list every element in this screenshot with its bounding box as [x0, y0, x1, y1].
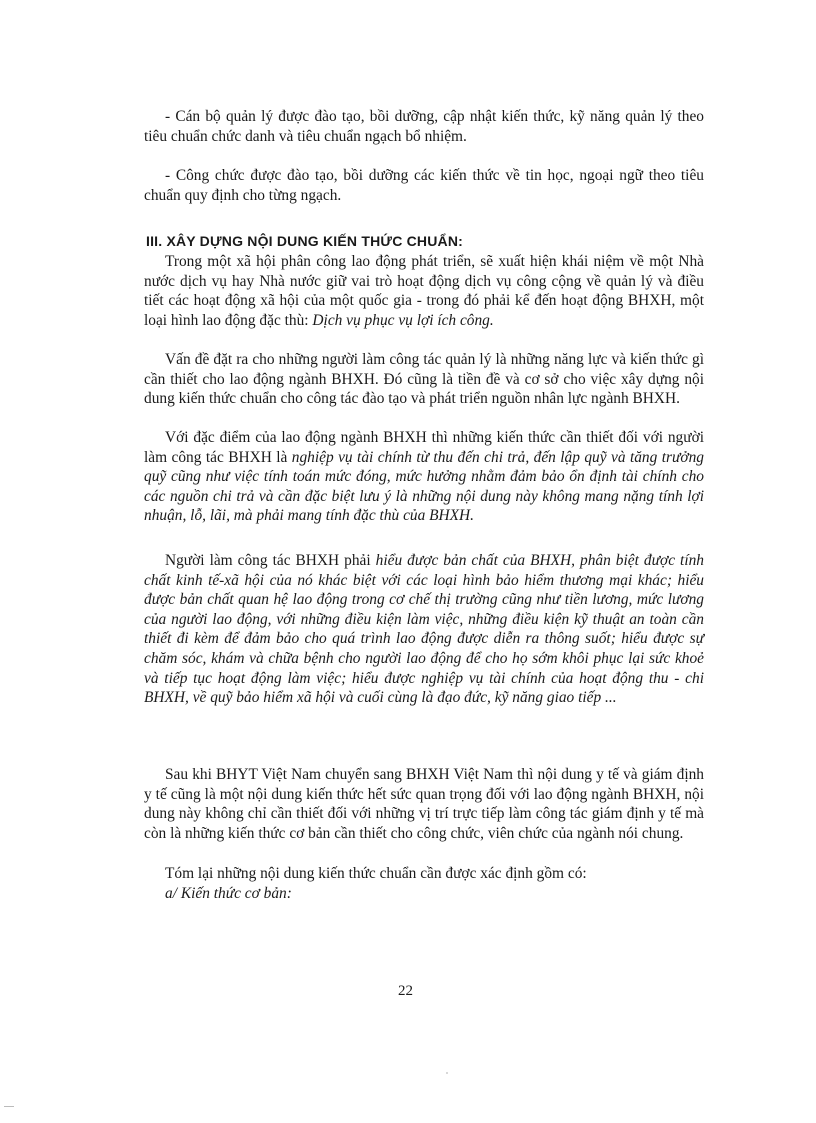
- paragraph-text: Vấn đề đặt ra cho những người làm công tác quản lý là những năng lực và kiến thức gì cần thiết cho lao động ngành BHXH. Đó cũng là tiền đề và cơ sở cho việc xây dựng nội dung kiến thức chuẩn cho công tác đào tạo và phát triển nguồn nhân lực ngành BHXH.: [144, 351, 704, 408]
- subheading-text: a/ Kiến thức cơ bản:: [165, 885, 292, 902]
- paragraph-summary: [144, 864, 704, 884]
- paragraph-management-capability: [144, 350, 704, 409]
- paragraph-text: - Công chức được đào tạo, bồi dưỡng các kiến thức về tin học, ngoại ngữ theo tiêu chuẩn quy định cho từng ngạch.: [144, 167, 704, 204]
- paragraph-manager-training: [144, 107, 704, 146]
- paragraph-medical-assessment: [144, 765, 704, 843]
- subheading-basic-knowledge: [144, 884, 704, 904]
- paragraph-civil-servant-training: [144, 166, 704, 205]
- paragraph-service-state: [144, 252, 704, 330]
- section-heading: III. XÂY DỰNG NỘI DUNG KIẾN THỨC CHUẨN:: [146, 233, 464, 249]
- paragraph-required-knowledge: [144, 428, 704, 526]
- paragraph-text: Với đặc điểm của lao động ngành BHXH thì những kiến thức cần thiết đối với người làm công tác BHXH là: [144, 429, 704, 466]
- paragraph-emphasis: Dịch vụ phục vụ lợi ích công.: [312, 311, 494, 329]
- paragraph-emphasis: nghiệp vụ tài chính từ thu đến chi trả, đến lập quỹ và tăng trưởng quỹ cũng như việc tính toán mức đóng, mức hưởng nhằm đảm bảo ổn định tài chính cho các nguồn chi trả và cần đặc biệt lưu ý là những nội dung này không mang nặng tính lợi nhuận, lỗ, lãi, mà phải mang tính đặc thù của BHXH.: [144, 448, 705, 525]
- scan-speck: [446, 1072, 448, 1074]
- paragraph-bhxh-understanding: [144, 551, 704, 708]
- paragraph-text: Người làm công tác BHXH phải: [165, 552, 376, 569]
- margin-mark: [4, 1106, 14, 1107]
- page-number: 22: [398, 983, 413, 999]
- paragraph-text: Trong một xã hội phân công lao động phát triển, sẽ xuất hiện khái niệm về một Nhà nước dịch vụ hay Nhà nước giữ vai trò hoạt động dịch vụ công cộng về quản lý và điều tiết các hoạt động xã hội của một quốc gia - trong đó phải kể đến hoạt động BHXH, một loại hình lao động đặc thù:: [144, 253, 704, 329]
- paragraph-text: Sau khi BHYT Việt Nam chuyển sang BHXH Việt Nam thì nội dung y tế và giám định y tế cũng là một nội dung kiến thức hết sức quan trọng đối với lao động ngành BHXH, nội dung này không chỉ cần thiết đối với những vị trí trực tiếp làm công tác giám định y tế mà còn là những kiến thức cơ bản cần thiết cho công chức, viên chức của ngành nói chung.: [144, 766, 704, 842]
- paragraph-text: - Cán bộ quản lý được đào tạo, bồi dưỡng, cập nhật kiến thức, kỹ năng quản lý theo tiêu chuẩn chức danh và tiêu chuẩn ngạch bổ nhiệm.: [144, 108, 704, 145]
- paragraph-emphasis: hiểu được bản chất của BHXH, phân biệt được tính chất kinh tế-xã hội của nó khác biệt với các loại hình bảo hiểm thương mại khác; hiểu được bản chất quan hệ lao động trong cơ chế thị trường cũng như tiền lương, mức lương của người lao động, với những điều kiện làm việc, những điều kiện kỹ thuật an toàn cần thiết đi kèm để đảm bảo cho quá trình lao động được diễn ra thông suốt; hiểu được sự chăm sóc, khám và chữa bệnh cho người lao động để cho họ sớm khôi phục lại sức khoẻ và tiếp tục hoạt động làm việc; hiểu được nghiệp vụ tài chính của hoạt động thu - chi BHXH, về quỹ bảo hiểm xã hội và cuối cùng là đạo đức, kỹ năng giao tiếp ...: [144, 552, 704, 707]
- paragraph-text: Tóm lại những nội dung kiến thức chuẩn cần được xác định gồm có:: [165, 865, 587, 882]
